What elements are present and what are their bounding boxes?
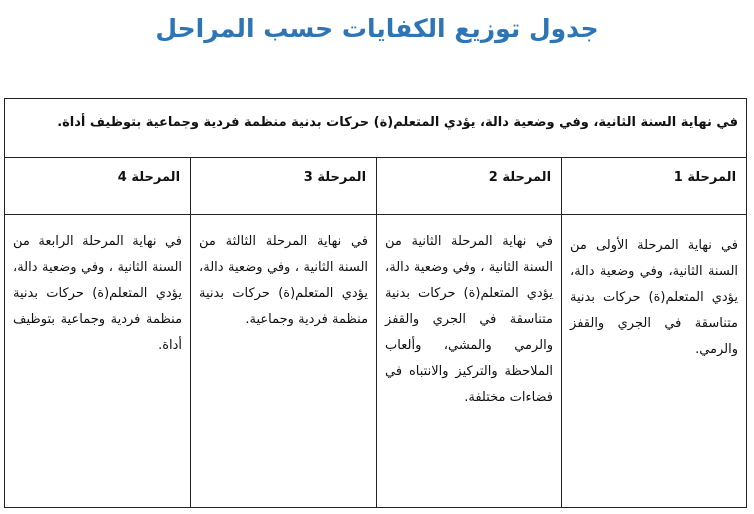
stage-header-row [5, 158, 747, 215]
page-title: جدول توزيع الكفايات حسب المراحل [155, 14, 599, 43]
stage-1-description: في نهاية المرحلة الأولى من السنة الثانية، وفي وضعية دالة، يؤدي المتعلم(ة) حركات بدنية متناسقة في الجري والقفز والرمي. [562, 215, 747, 508]
stage-4-description: في نهاية المرحلة الرابعة من السنة الثانية ، وفي وضعية دالة، يؤدي المتعلم(ة) حركات بدنية منظمة فردية وجماعية بتوظيف أداة. [5, 215, 191, 508]
stage-2-header: المرحلة 2 [377, 158, 562, 215]
final-competency-statement: في نهاية السنة الثانية، وفي وضعية دالة، يؤدي المتعلم(ة) حركات بدنية منظمة فردية وجماعية بتوظيف أداة. [5, 99, 747, 158]
stage-3-header: المرحلة 3 [191, 158, 377, 215]
competencies-table [4, 98, 747, 508]
stage-2-description: في نهاية المرحلة الثانية من السنة الثانية ، وفي وضعية دالة، يؤدي المتعلم(ة) حركات بدنية متناسقة في الجري والقفز والرمي والمشي، وألعاب الملاحظة والتركيز والانتباه في فضاءات مختلفة. [377, 215, 562, 508]
stage-body-row [5, 215, 747, 508]
intro-row [5, 99, 747, 158]
stage-4-header: المرحلة 4 [5, 158, 191, 215]
stage-3-description: في نهاية المرحلة الثالثة من السنة الثانية ، وفي وضعية دالة، يؤدي المتعلم(ة) حركات بدنية منظمة فردية وجماعية. [191, 215, 377, 508]
stage-1-header: المرحلة 1 [562, 158, 747, 215]
competencies-table-container [4, 98, 746, 508]
